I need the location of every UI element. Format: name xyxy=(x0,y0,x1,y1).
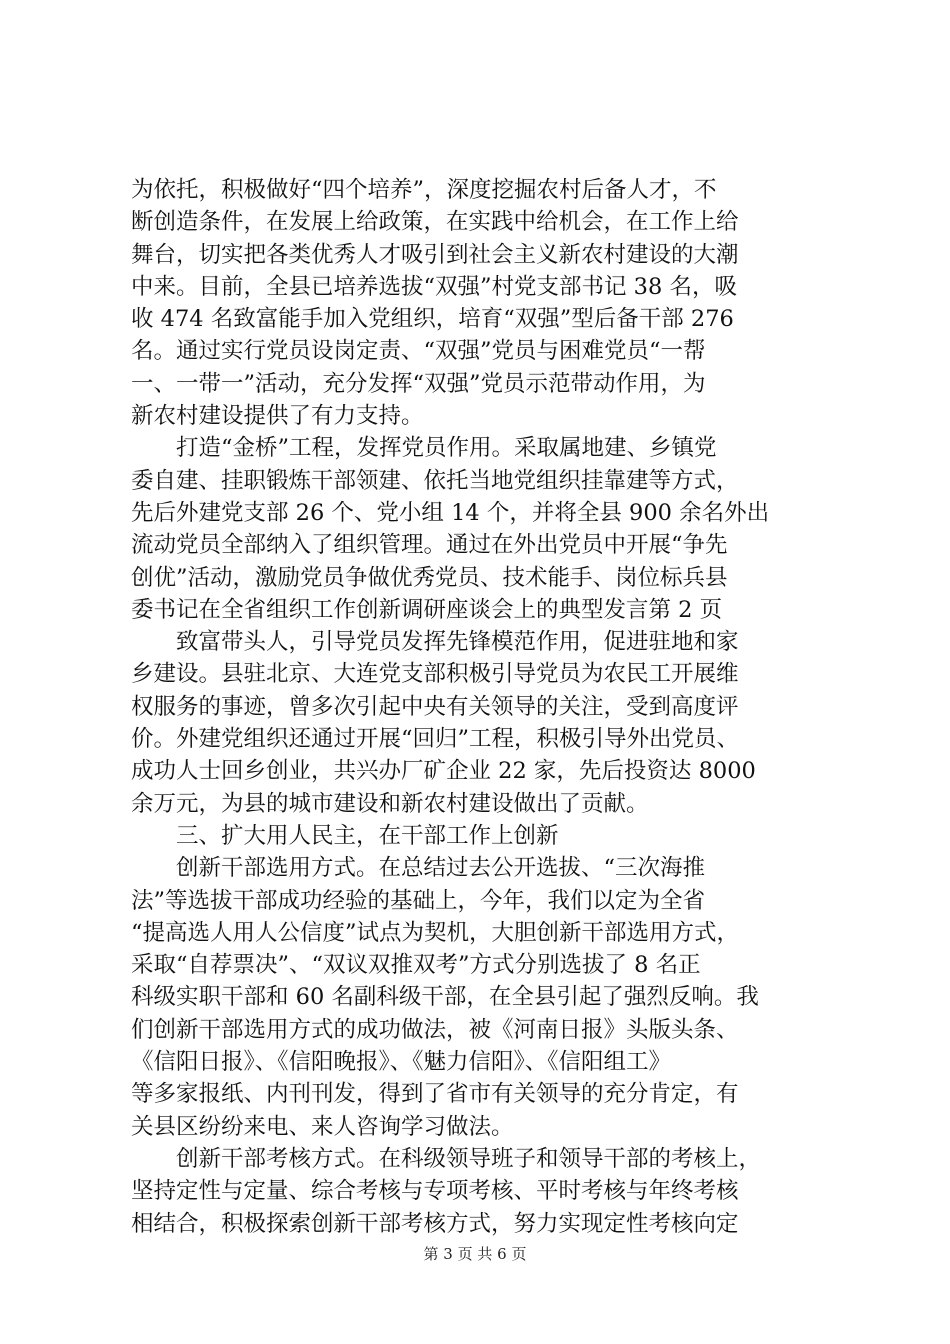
text-line: 先后外建党支部 26 个、党小组 14 个，并将全县 900 余名外出 xyxy=(131,499,770,526)
text-line: 创优”活动，激励党员争做优秀党员、技术能手、岗位标兵县 xyxy=(131,564,728,591)
text-line: 一、一带一”活动，充分发挥“双强”党员示范带动作用，为 xyxy=(131,370,706,397)
text-line: 三、扩大用人民主，在干部工作上创新 xyxy=(131,822,559,849)
text-line: 法”等选拔干部成功经验的基础上，今年，我们以定为全省 xyxy=(131,887,706,914)
text-line: 断创造条件，在发展上给政策，在实践中给机会，在工作上给 xyxy=(131,209,739,236)
text-line: 坚持定性与定量、综合考核与专项考核、平时考核与年终考核 xyxy=(131,1178,739,1205)
text-line: 等多家报纸、内刊刊发，得到了省市有关领导的充分肯定，有 xyxy=(131,1081,739,1108)
text-line: 《信阳日报》、《信阳晚报》、《魅力信阳》、《信阳组工》 xyxy=(131,1049,672,1076)
text-line: 相结合，积极探索创新干部考核方式，努力实现定性考核向定 xyxy=(131,1210,739,1237)
text-line: 流动党员全部纳入了组织管理。通过在外出党员中开展“争先 xyxy=(131,532,728,559)
text-line: 成功人士回乡创业，共兴办厂矿企业 22 家，先后投资达 8000 xyxy=(131,758,756,785)
text-line: 委自建、挂职锻炼干部领建、依托当地党组织挂靠建等方式， xyxy=(131,467,739,494)
body-text xyxy=(131,174,831,1240)
text-line: 为依托，积极做好“四个培养”，深度挖掘农村后备人才，不 xyxy=(131,177,717,203)
text-line: “提高选人用人公信度”试点为契机，大胆创新干部选用方式， xyxy=(131,919,740,946)
text-line: 创新干部选用方式。在总结过去公开选拔、“三次海推 xyxy=(131,855,706,882)
text-line: 创新干部考核方式。在科级领导班子和领导干部的考核上， xyxy=(131,1145,762,1172)
text-line: 中来。目前，全县已培养选拔“双强”村党支部书记 38 名，吸 xyxy=(131,273,737,300)
text-line: 关县区纷纷来电、来人咨询学习做法。 xyxy=(131,1113,514,1140)
text-line: 价。外建党组织还通过开展“回归”工程，积极引导外出党员、 xyxy=(131,726,740,753)
text-line: 乡建设。县驻北京、大连党支部积极引导党员为农民工开展维 xyxy=(131,661,739,688)
text-line: 舞台，切实把各类优秀人才吸引到社会主义新农村建设的大潮 xyxy=(131,241,739,268)
text-line: 采取“自荐票决”、“双议双推双考”方式分别选拔了 8 名正 xyxy=(131,952,701,979)
text-line: 们创新干部选用方式的成功做法，被《河南日报》头版头条、 xyxy=(131,1016,739,1043)
text-line: 致富带头人，引导党员发挥先锋模范作用，促进驻地和家 xyxy=(131,629,739,656)
text-line: 委书记在全省组织工作创新调研座谈会上的典型发言第 2 页 xyxy=(131,596,723,623)
text-line: 打造“金桥”工程，发挥党员作用。采取属地建、乡镇党 xyxy=(131,435,717,462)
text-line: 名。通过实行党员设岗定责、“双强”党员与困难党员“一帮 xyxy=(131,338,706,365)
text-line: 权服务的事迹，曾多次引起中央有关领导的关注，受到高度评 xyxy=(131,693,739,720)
page-footer: 第 3 页 共 6 页 xyxy=(423,1245,527,1263)
text-line: 新农村建设提供了有力支持。 xyxy=(131,403,424,430)
text-line: 余万元，为县的城市建设和新农村建设做出了贡献。 xyxy=(131,790,649,817)
text-line: 科级实职干部和 60 名副科级干部，在全县引起了强烈反响。我 xyxy=(131,984,759,1011)
text-line: 收 474 名致富能手加入党组织，培育“双强”型后备干部 276 xyxy=(131,306,734,333)
